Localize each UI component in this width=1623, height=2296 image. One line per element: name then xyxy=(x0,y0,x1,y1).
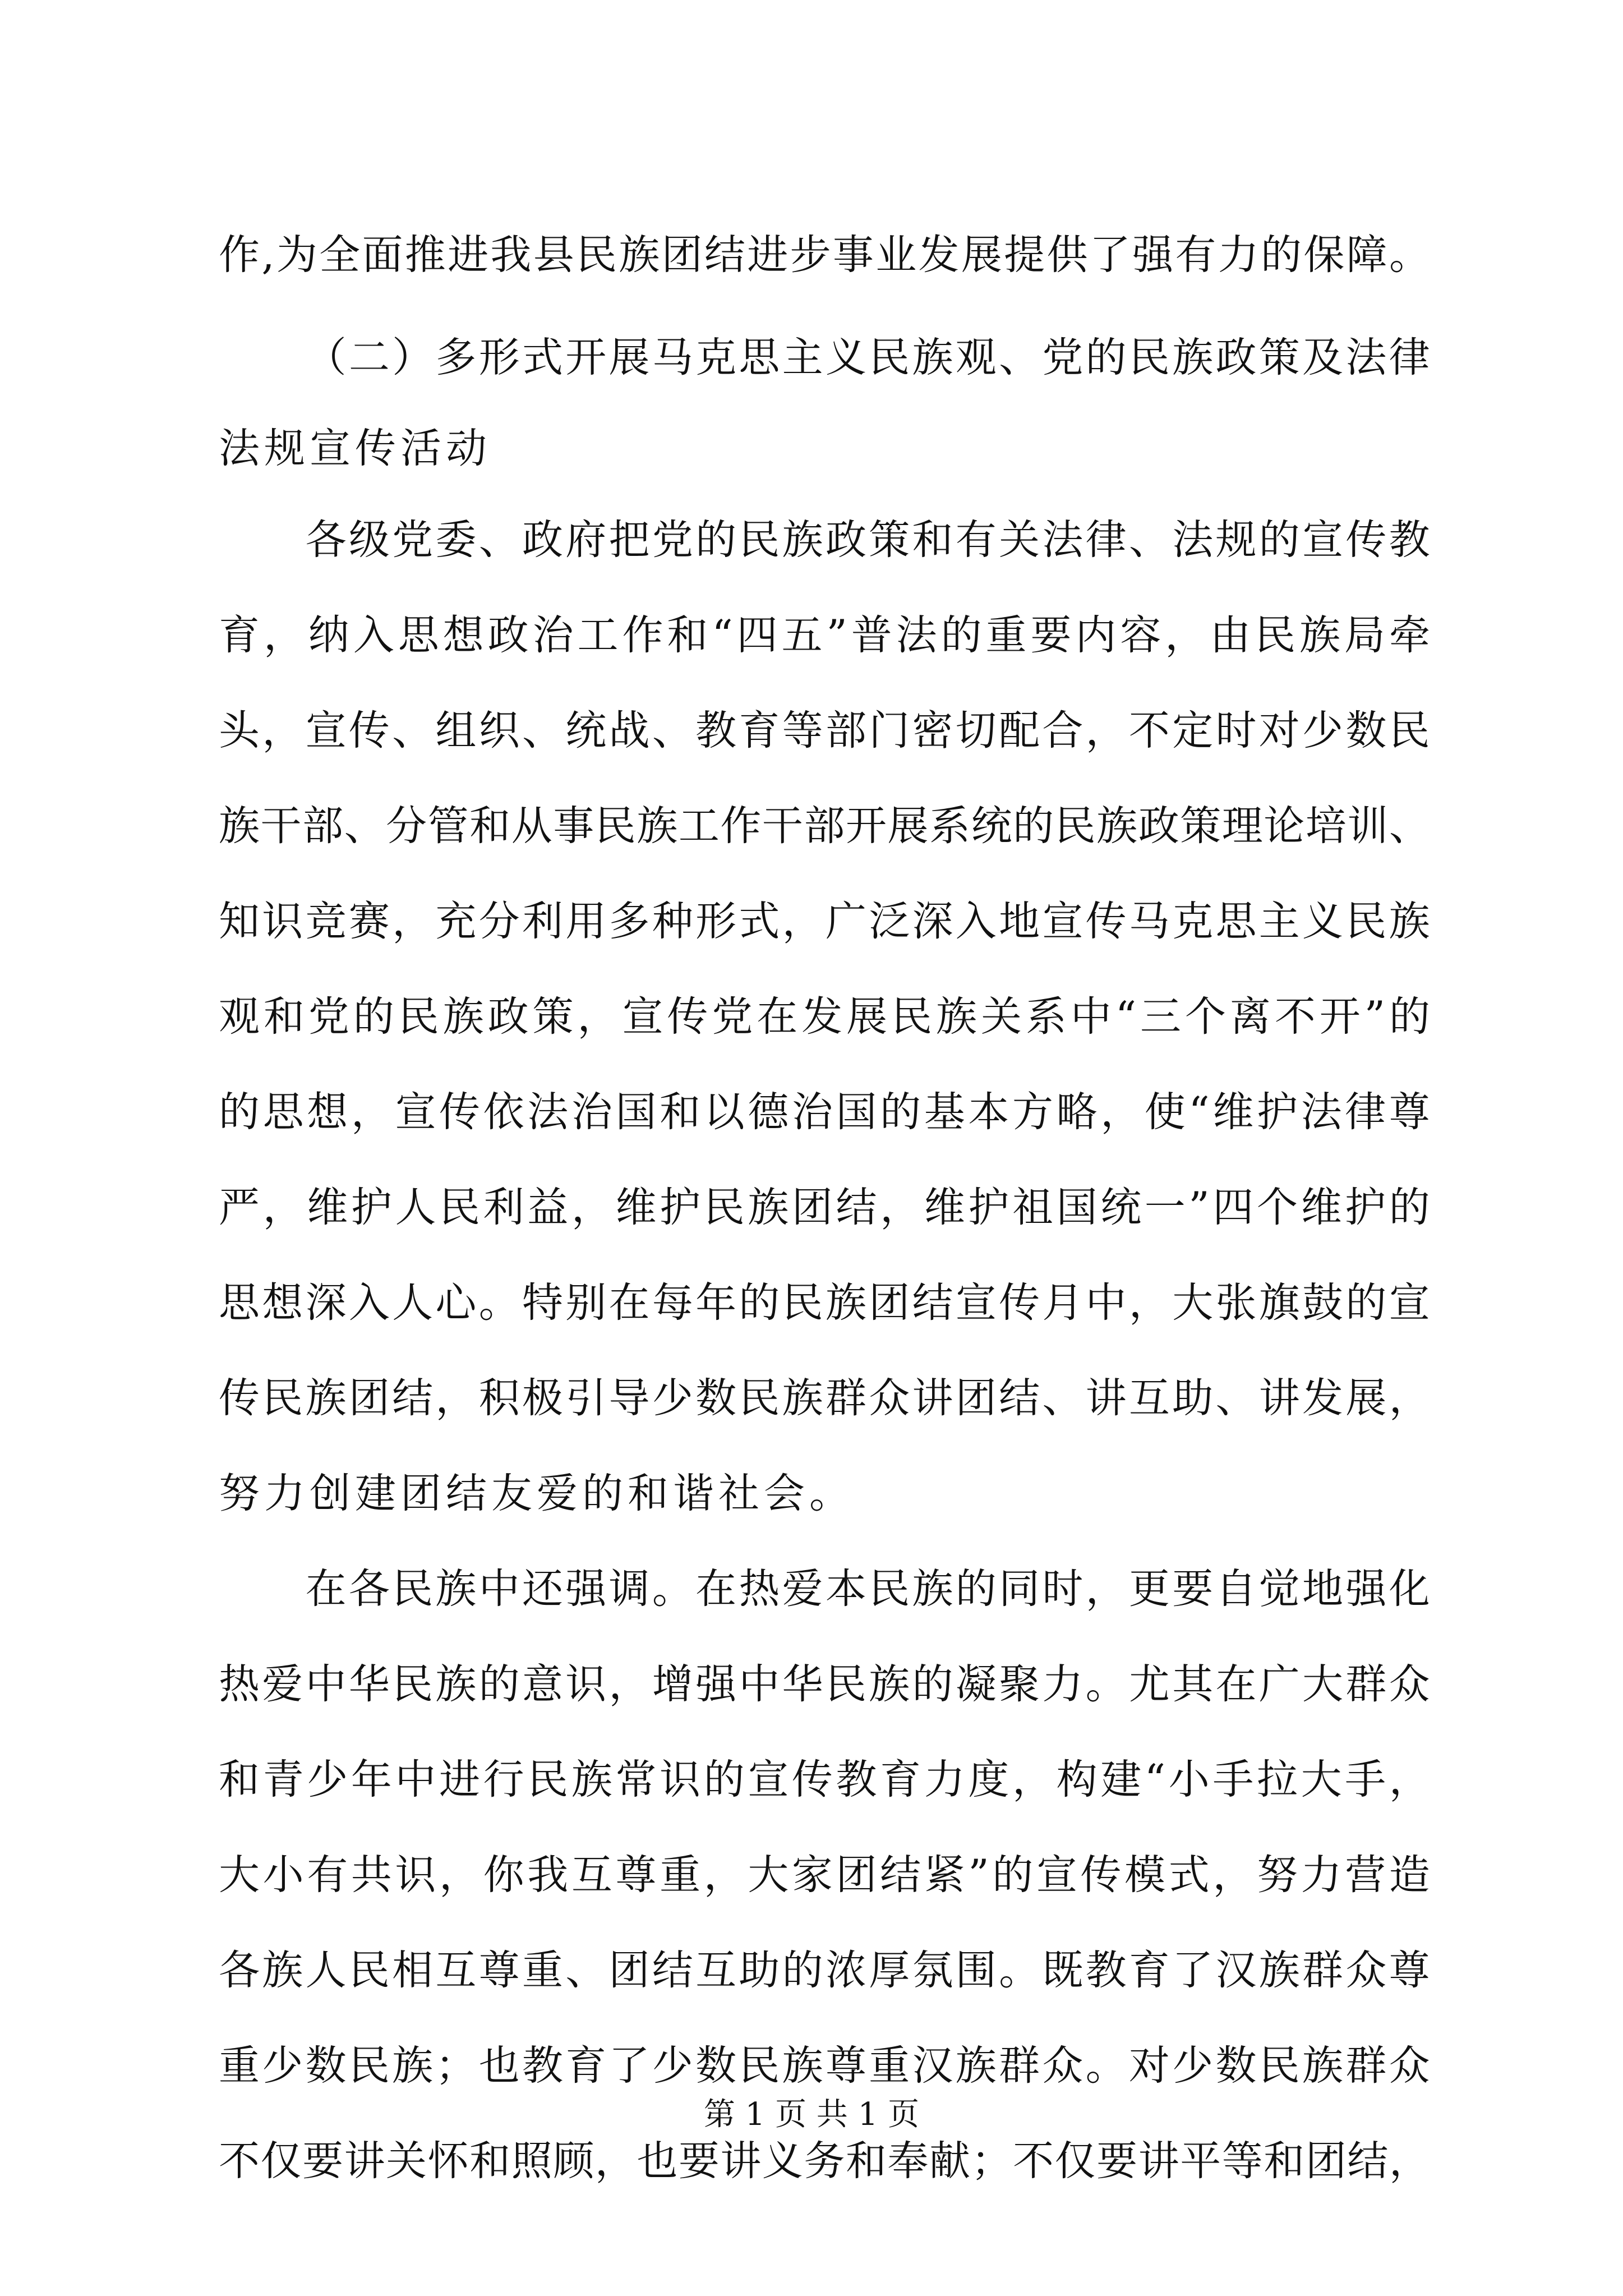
page-footer: 第 1 页 共 1 页 xyxy=(703,2096,920,2133)
text-line: 努力创建团结友爱的和谐社会。 xyxy=(219,1470,855,1517)
text-line: 热 爱 中 华 民 族 的 意 识 ， 增 强 中 华 民 族 的 凝 聚 力 。 尤 其 在 广 大 群 众 xyxy=(219,1660,1430,1708)
text-line: （ 二 ） 多 形 式 开 展 马 克 思 主 义 民 族 观 、 党 的 民 族 政 策 及 法 律 xyxy=(305,334,1430,381)
text-line: 大 小 有 共 识 ， 你 我 互 尊 重 ， 大 家 团 结 紧 ” 的 宣 传 模 式 ， 努 力 营 造 xyxy=(219,1851,1430,1899)
text-line: 育 ， 纳 入 思 想 政 治 工 作 和 “ 四 五 ” 普 法 的 重 要 内 容 ， 由 民 族 局 牵 xyxy=(219,611,1430,659)
text-line: 重 少 数 民 族 ； 也 教 育 了 少 数 民 族 尊 重 汉 族 群 众 。 对 少 数 民 族 群 众 xyxy=(219,2042,1430,2090)
text-line: 知 识 竞 赛 ， 充 分 利 用 多 种 形 式 ， 广 泛 深 入 地 宣 传 马 克 思 主 义 民 族 xyxy=(219,898,1430,945)
text-line: 各 族 人 民 相 互 尊 重 、 团 结 互 助 的 浓 厚 氛 围 。 既 教 育 了 汉 族 群 众 尊 xyxy=(219,1947,1430,1994)
text-line: 思 想 深 入 人 心 。 特 别 在 每 年 的 民 族 团 结 宣 传 月 中 ， 大 张 旗 鼓 的 宣 xyxy=(219,1279,1430,1327)
text-line: 作 , 为 全 面 推 进 我 县 民 族 团 结 进 步 事 业 发 展 提 供 了 强 有 力 的 保 障 。 xyxy=(219,231,1430,279)
text-line: 各 级 党 委 、 政 府 把 党 的 民 族 政 策 和 有 关 法 律 、 法 规 的 宣 传 教 xyxy=(305,516,1430,564)
text-line: 观 和 党 的 民 族 政 策 ， 宣 传 党 在 发 展 民 族 关 系 中 “ 三 个 离 不 开 ” 的 xyxy=(219,993,1430,1041)
text-line: 在 各 民 族 中 还 强 调 。 在 热 爱 本 民 族 的 同 时 ， 更 要 自 觉 地 强 化 xyxy=(305,1565,1430,1613)
text-line: 传 民 族 团 结 ， 积 极 引 导 少 数 民 族 群 众 讲 团 结 、 讲 互 助 、 讲 发 展 ， xyxy=(219,1374,1430,1422)
text-line: 的 思 想 ， 宣 传 依 法 治 国 和 以 德 治 国 的 基 本 方 略 ， 使 “ 维 护 法 律 尊 xyxy=(219,1088,1430,1136)
text-line: 不 仅 要 讲 关 怀 和 照 顾 ， 也 要 讲 义 务 和 奉 献 ； 不 仅 要 讲 平 等 和 团 结 ， xyxy=(219,2137,1430,2185)
text-line: 严 ， 维 护 人 民 利 益 ， 维 护 民 族 团 结 ， 维 护 祖 国 统 一 ” 四 个 维 护 的 xyxy=(219,1184,1430,1231)
text-line: 族 干 部 、 分 管 和 从 事 民 族 工 作 干 部 开 展 系 统 的 民 族 政 策 理 论 培 训 、 xyxy=(219,802,1430,850)
text-line: 和 青 少 年 中 进 行 民 族 常 识 的 宣 传 教 育 力 度 ， 构 建 “ 小 手 拉 大 手 ， xyxy=(219,1756,1430,1803)
text-line: 头 ， 宣 传 、 组 织 、 统 战 、 教 育 等 部 门 密 切 配 合 ， 不 定 时 对 少 数 民 xyxy=(219,707,1430,754)
text-line: 法规宣传活动 xyxy=(219,425,491,472)
